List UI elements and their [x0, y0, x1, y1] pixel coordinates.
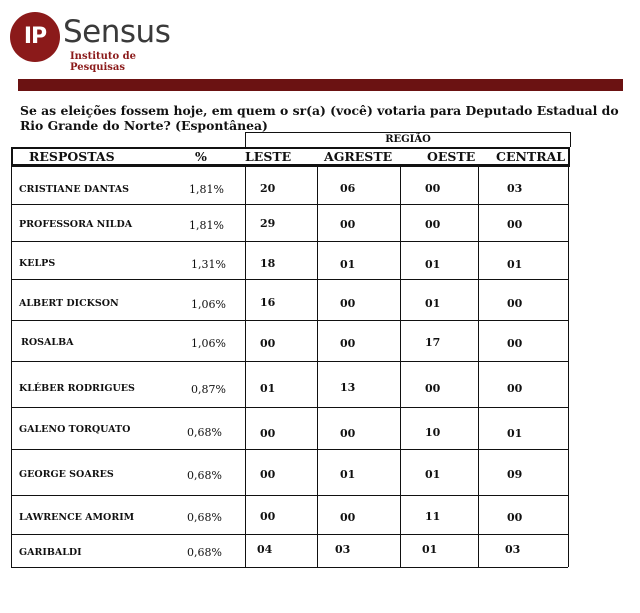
- value-oeste: 11: [425, 510, 441, 523]
- candidate-name: PROFESSORA NILDA: [19, 219, 133, 230]
- value-central: 03: [507, 182, 523, 195]
- value-central: 01: [507, 427, 523, 440]
- candidate-name: KLÉBER RODRIGUES: [19, 383, 135, 394]
- value-leste: 00: [260, 337, 276, 350]
- header-bar: [18, 79, 623, 91]
- value-leste: 04: [257, 543, 273, 556]
- candidate-percent: 1,81%: [189, 219, 224, 232]
- value-oeste: 01: [425, 258, 441, 271]
- value-leste: 16: [260, 296, 276, 309]
- value-central: 09: [507, 468, 523, 481]
- col-agreste: AGRESTE: [324, 149, 393, 164]
- value-agreste: 00: [340, 427, 356, 440]
- col-percent: %: [195, 149, 207, 164]
- candidate-name: KELPS: [19, 258, 56, 269]
- ipsensus-logo: [10, 10, 180, 73]
- value-agreste: 01: [340, 258, 356, 271]
- candidate-percent: 1,06%: [191, 298, 226, 311]
- table-row: [11, 407, 568, 450]
- value-agreste: 03: [335, 543, 351, 556]
- region-header: [245, 132, 571, 147]
- table-row: [11, 204, 568, 242]
- candidate-percent: 0,68%: [187, 426, 222, 439]
- candidate-name: GARIBALDI: [19, 547, 82, 558]
- table-row: [11, 279, 568, 321]
- value-oeste: 00: [425, 182, 441, 195]
- value-agreste: 00: [340, 511, 356, 524]
- table-header: [11, 147, 570, 166]
- col-respostas: RESPOSTAS: [29, 149, 115, 164]
- candidate-percent: 1,31%: [191, 258, 226, 271]
- candidate-name: GALENO TORQUATO: [19, 424, 131, 435]
- results-table: [11, 167, 568, 567]
- candidate-percent: 1,81%: [189, 183, 224, 196]
- value-agreste: 00: [340, 337, 356, 350]
- value-oeste: 10: [425, 426, 441, 439]
- candidate-percent: 0,87%: [191, 383, 226, 396]
- logo-name: Sensus: [63, 14, 171, 50]
- value-leste: 01: [260, 382, 276, 395]
- region-label: REGIÃO: [385, 134, 431, 145]
- value-leste: 00: [260, 468, 276, 481]
- value-oeste: 17: [425, 336, 441, 349]
- value-oeste: 01: [425, 468, 441, 481]
- candidate-percent: 0,68%: [187, 511, 222, 524]
- candidate-name: LAWRENCE AMORIM: [19, 512, 135, 523]
- value-oeste: 01: [425, 297, 441, 310]
- value-leste: 29: [260, 217, 276, 230]
- value-leste: 20: [260, 182, 276, 195]
- value-leste: 18: [260, 257, 276, 270]
- candidate-percent: 0,68%: [187, 546, 222, 559]
- table-row: [11, 241, 568, 280]
- candidate-name: ALBERT DICKSON: [19, 298, 119, 309]
- col-central: CENTRAL: [496, 149, 566, 164]
- value-agreste: 06: [340, 182, 356, 195]
- value-central: 03: [505, 543, 521, 556]
- col-leste: LESTE: [245, 149, 292, 164]
- value-central: 00: [507, 511, 523, 524]
- table-row: [11, 361, 568, 408]
- candidate-percent: 1,06%: [191, 337, 226, 350]
- candidate-name: GEORGE SOARES: [19, 469, 114, 480]
- value-central: 00: [507, 218, 523, 231]
- value-central: 00: [507, 337, 523, 350]
- value-oeste: 00: [425, 382, 441, 395]
- value-central: 00: [507, 382, 523, 395]
- table-row: [11, 534, 568, 568]
- logo-subtitle: Instituto de Pesquisas: [70, 51, 137, 73]
- value-agreste: 01: [340, 468, 356, 481]
- candidate-name: ROSALBA: [21, 337, 74, 348]
- value-oeste: 01: [422, 543, 438, 556]
- value-central: 01: [507, 258, 523, 271]
- logo-initials: IP: [23, 24, 47, 49]
- value-agreste: 00: [340, 218, 356, 231]
- table-row: [11, 320, 568, 362]
- table-row: [11, 495, 568, 535]
- survey-question: Se as eleições fossem hoje, em quem o sr(a) (você) votaria para Deputado Estadual do Rio Grande do Norte? (Espontânea): [20, 103, 619, 133]
- table-row: [11, 449, 568, 496]
- value-agreste: 13: [340, 381, 356, 394]
- column-divider: [568, 167, 569, 567]
- candidate-name: CRISTIANE DANTAS: [19, 184, 129, 195]
- value-oeste: 00: [425, 218, 441, 231]
- col-oeste: OESTE: [427, 149, 476, 164]
- candidate-percent: 0,68%: [187, 469, 222, 482]
- value-leste: 00: [260, 510, 276, 523]
- value-agreste: 00: [340, 297, 356, 310]
- value-central: 00: [507, 297, 523, 310]
- table-row: [11, 167, 568, 205]
- value-leste: 00: [260, 427, 276, 440]
